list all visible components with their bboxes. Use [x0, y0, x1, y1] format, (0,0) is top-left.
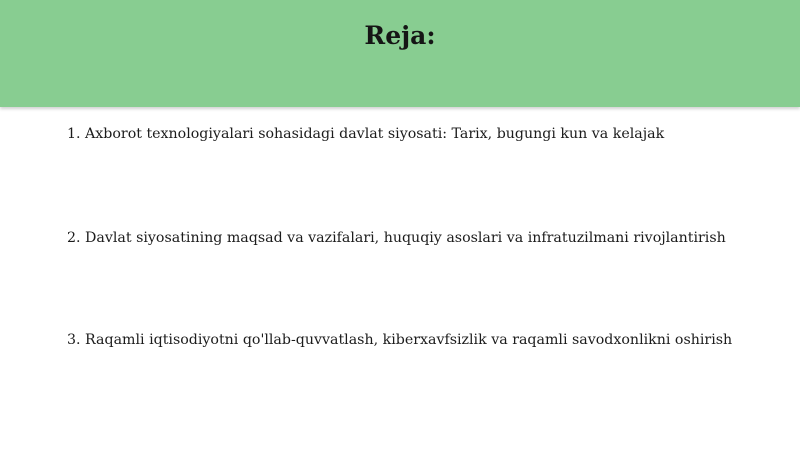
- slide-title: Reja:: [364, 21, 436, 50]
- plan-item-2: 2. Davlat siyosatining maqsad va vazifalari, huquqiy asoslari va infratuzilmani rivojlantirish: [67, 230, 726, 246]
- header-band: [0, 0, 800, 107]
- plan-item-1: 1. Axborot texnologiyalari sohasidagi davlat siyosati: Tarix, bugungi kun va kelajak: [67, 126, 665, 142]
- plan-item-3: 3. Raqamli iqtisodiyotni qo'llab-quvvatlash, kiberxavfsizlik va raqamli savodxonlikni oshirish: [67, 332, 733, 348]
